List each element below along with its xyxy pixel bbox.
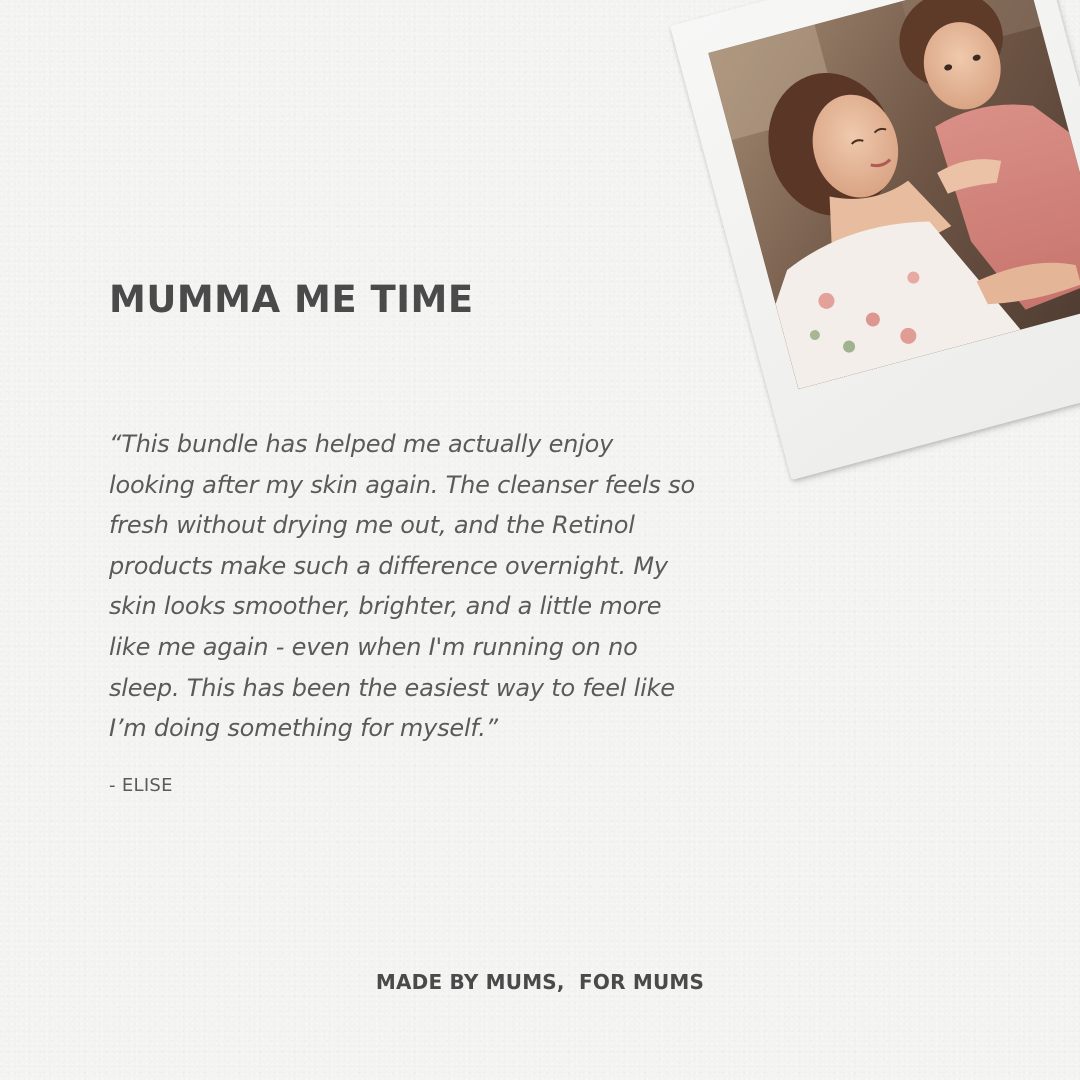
headline: MUMMA ME TIME — [109, 278, 474, 321]
quote-line: looking after my skin again. The cleanser feels so — [109, 470, 695, 499]
quote-line: sleep. This has been the easiest way to feel like — [109, 673, 675, 702]
quote-line: “This bundle has helped me actually enjoy — [109, 430, 614, 458]
testimonial-quote — [109, 424, 749, 749]
quote-line: like me again - even when I'm running on no — [109, 632, 638, 661]
photo-illustration — [708, 0, 1080, 389]
quote-line: products make such a difference overnight. My — [109, 551, 668, 580]
mother-and-child-photo — [708, 0, 1080, 389]
quote-line: I’m doing something for myself.” — [109, 714, 498, 743]
quote-attribution: - ELISE — [109, 775, 173, 796]
quote-line: fresh without drying me out, and the Retinol — [109, 511, 635, 540]
footer-tagline: MADE BY MUMS, FOR MUMS — [375, 970, 705, 994]
polaroid-photo-frame — [670, 0, 1080, 480]
quote-line: skin looks smoother, brighter, and a little more — [109, 592, 662, 621]
